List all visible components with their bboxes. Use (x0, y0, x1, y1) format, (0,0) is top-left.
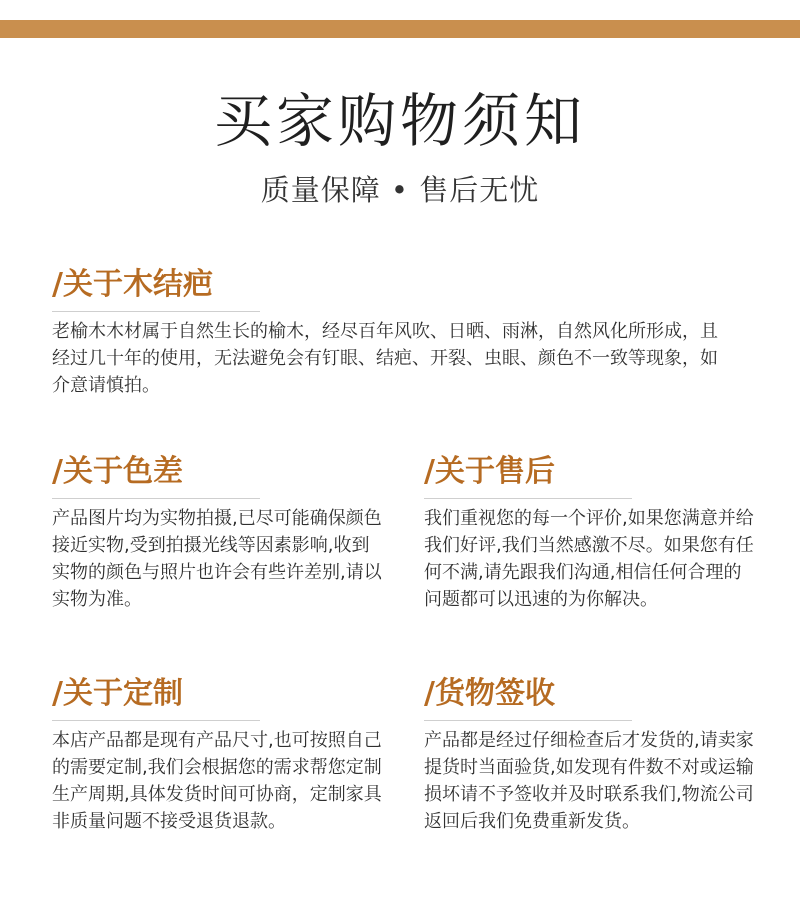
section-divider (52, 311, 260, 312)
section-divider (52, 498, 260, 499)
section-heading: /关于售后 (424, 454, 555, 489)
section-goods-receipt (424, 674, 754, 835)
section-body: 本店产品都是现有产品尺寸,也可按照自己的需要定制,我们会根据您的需求帮您定制生产周期,具体发货时间可协商，定制家具非质量问题不接受退货退款。 (52, 730, 382, 832)
section-divider (52, 720, 260, 721)
section-body: 产品都是经过仔细检查后才发货的,请卖家提货时当面验货,如发现有件数不对或运输损坏请不予签收并及时联系我们,物流公司返回后我们免费重新发货。 (424, 730, 754, 832)
section-body: 产品图片均为实物拍摄,已尽可能确保颜色接近实物,受到拍摄光线等因素影响,收到实物的颜色与照片也许会有些许差别,请以实物为准。 (52, 508, 382, 610)
section-divider (424, 720, 632, 721)
section-heading: /关于木结疤 (52, 267, 213, 302)
section-wood-knots (52, 265, 732, 399)
page-title: 买家购物须知 (213, 87, 586, 155)
section-customization (52, 674, 382, 835)
section-body: 我们重视您的每一个评价,如果您满意并给我们好评,我们当然感激不尽。如果您有任何不满,请先跟我们沟通,相信任何合理的问题都可以迅速的为你解决。 (424, 508, 754, 610)
section-heading: /关于定制 (52, 676, 183, 711)
section-divider (424, 498, 632, 499)
section-after-sales (424, 452, 754, 613)
section-heading: /货物签收 (424, 676, 555, 711)
section-body: 老榆木木材属于自然生长的榆木，经尽百年风吹、日晒、雨淋，自然风化所形成，且经过几十年的使用，无法避免会有钉眼、结疤、开裂、虫眼、颜色不一致等现象，如介意请慎拍。 (52, 321, 718, 396)
page-subtitle: 质量保障 • 售后无忧 (260, 173, 540, 207)
section-color-difference (52, 452, 382, 613)
top-accent-bar (0, 20, 800, 38)
section-heading: /关于色差 (52, 454, 183, 489)
